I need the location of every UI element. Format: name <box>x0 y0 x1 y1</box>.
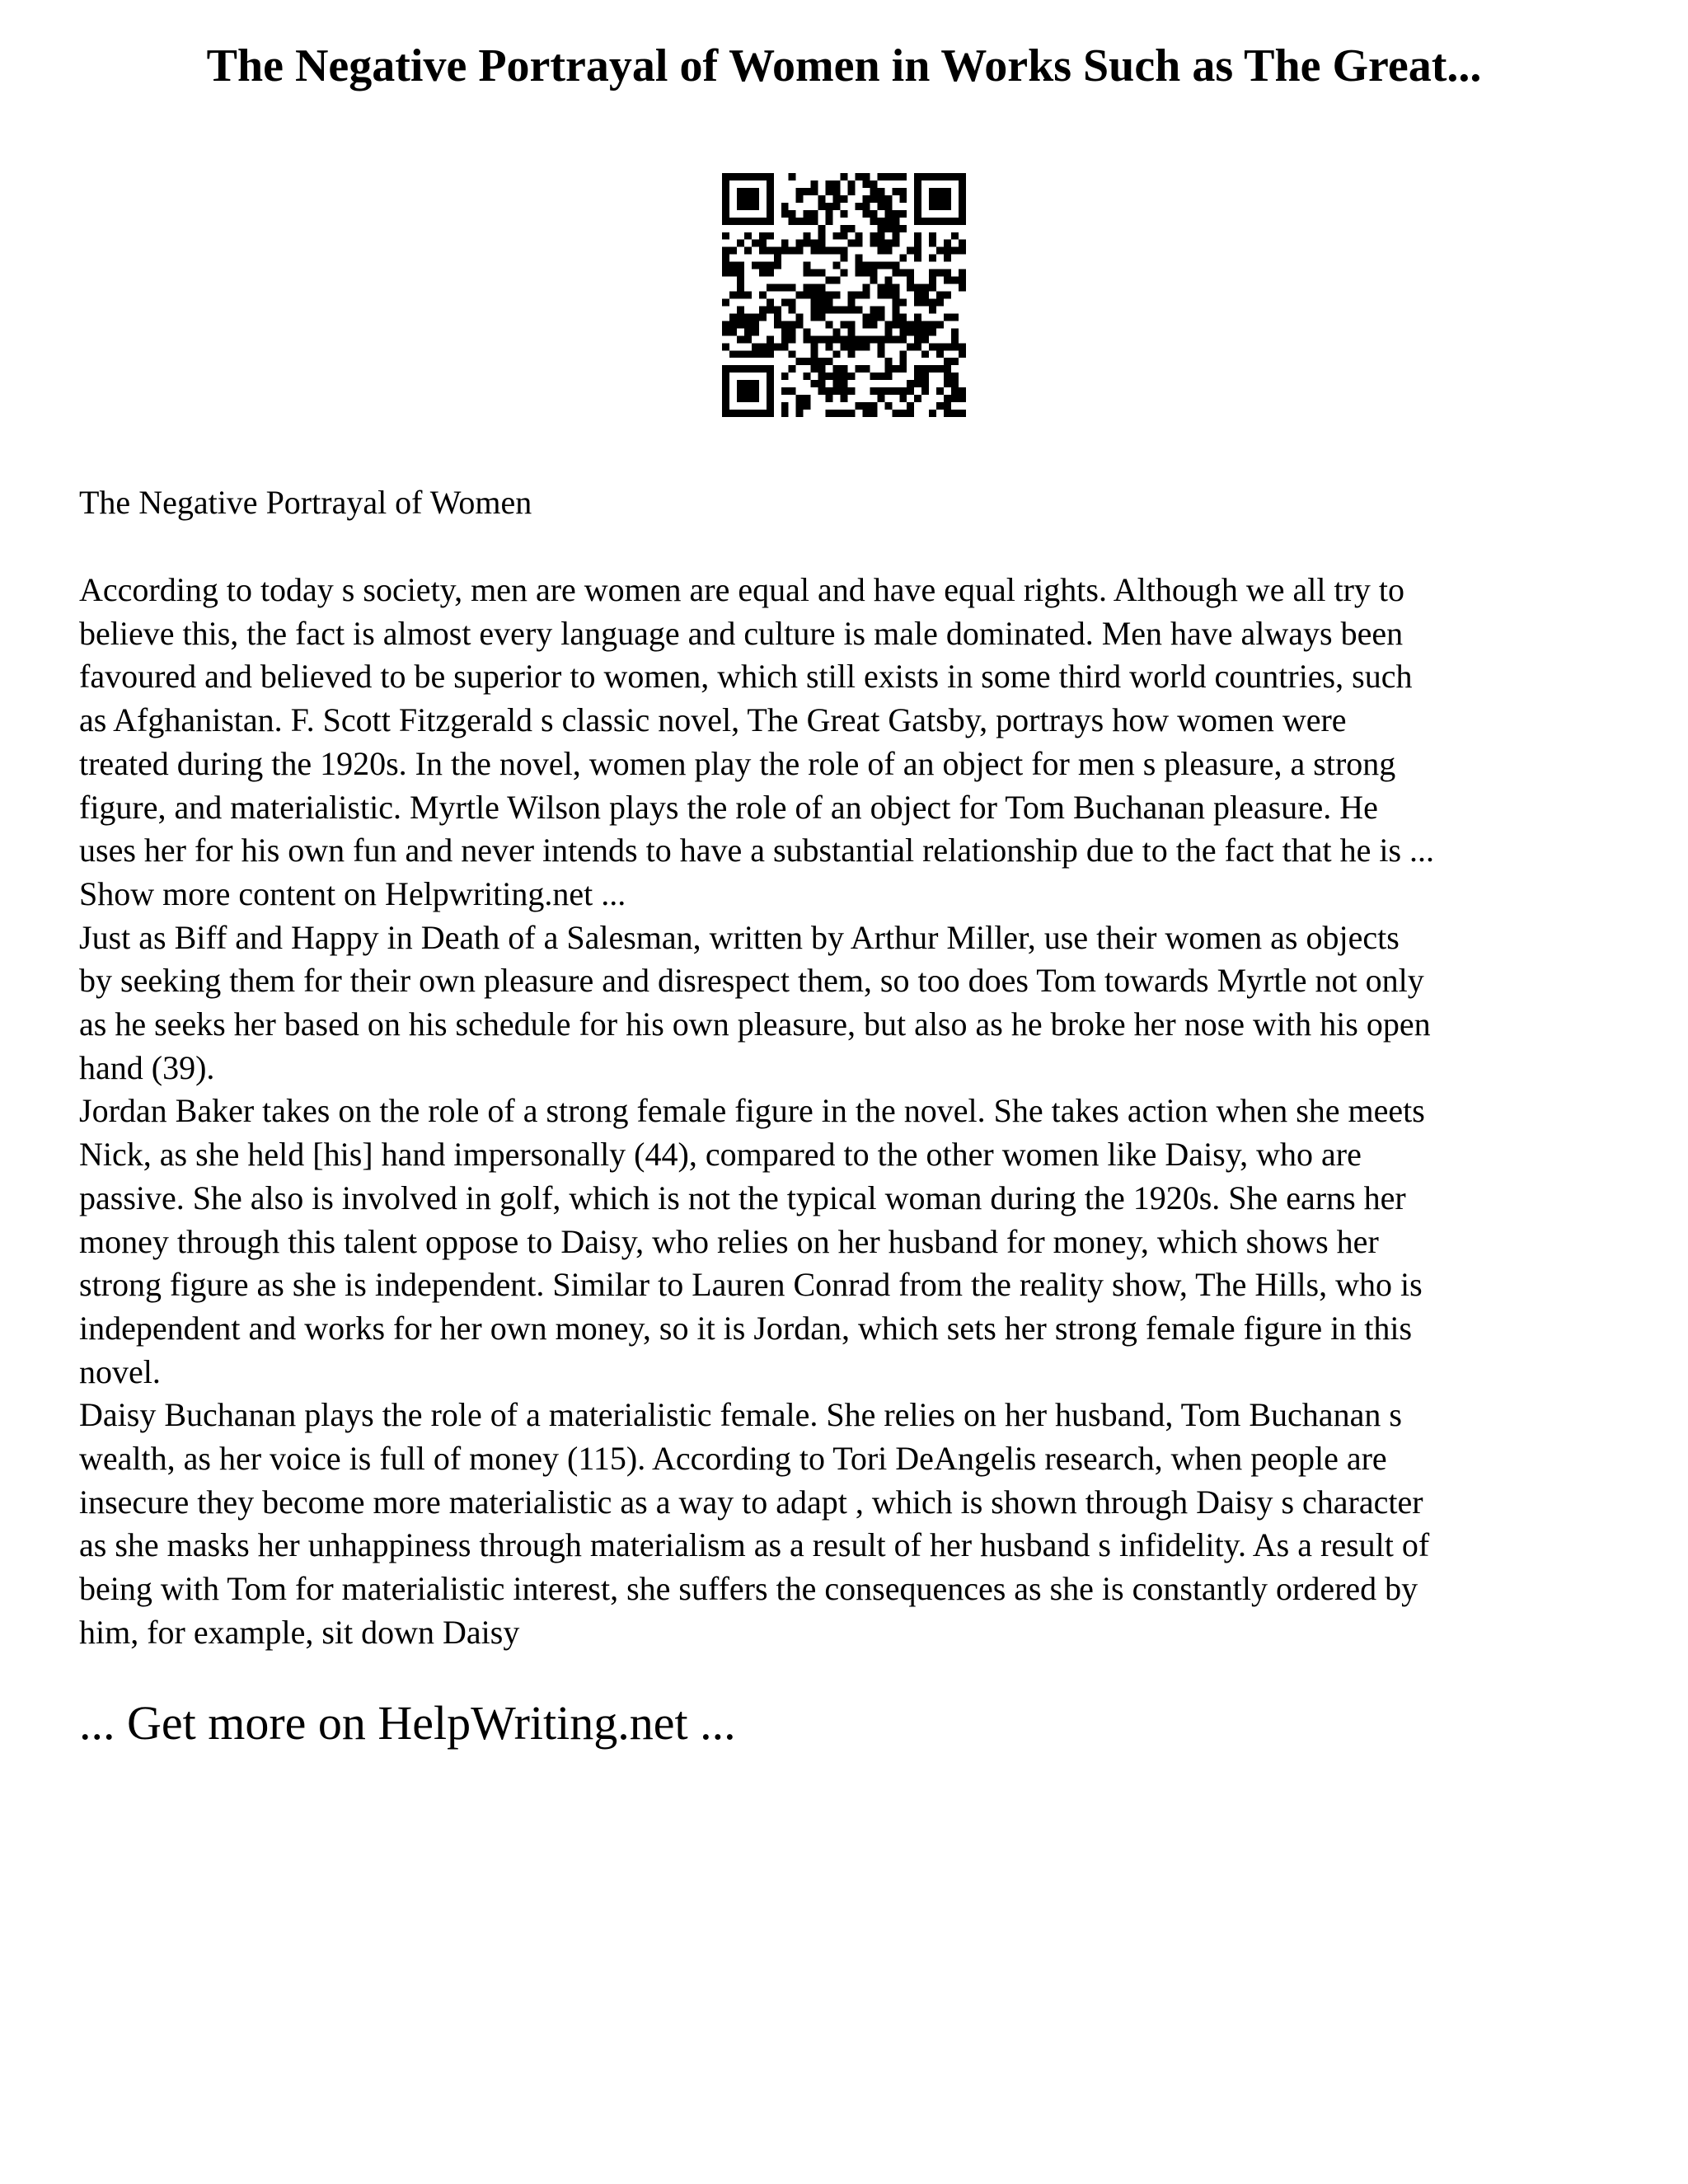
essay-line: by seeking them for their own pleasure and disrespect them, so too does Tom towards Myrtle not only <box>79 962 1424 1000</box>
essay-line: as she masks her unhappiness through materialism as a result of her husband s infidelity. As a result of <box>79 1526 1430 1564</box>
essay-line: passive. She also is involved in golf, which is not the typical woman during the 1920s. She earns her <box>79 1179 1406 1216</box>
essay-line: as Afghanistan. F. Scott Fitzgerald s classic novel, The Great Gatsby, portrays how women were <box>79 701 1347 739</box>
essay-line: uses her for his own fun and never intends to have a substantial relationship due to the fact that he is ... <box>79 832 1435 869</box>
essay-line: as he seeks her based on his schedule for his own pleasure, but also as he broke her nose with his open <box>79 1005 1431 1043</box>
essay-line: Nick, as she held [his] hand impersonally (44), compared to the other women like Daisy, who are <box>79 1136 1362 1174</box>
essay-line: According to today s society, men are women are equal and have equal rights. Although we all try to <box>79 571 1405 608</box>
get-more-link[interactable]: ... Get more on HelpWriting.net ... <box>79 1696 736 1750</box>
essay-line: being with Tom for materialistic interest, she suffers the consequences as she is constantly ordered by <box>79 1570 1418 1608</box>
show-more-link[interactable]: Show more content on Helpwriting.net ... <box>79 874 626 912</box>
essay-line: treated during the 1920s. In the novel, women play the role of an object for men s pleasure, a strong <box>79 744 1396 782</box>
qr-code-icon <box>722 173 966 417</box>
essay-body <box>79 569 1629 1655</box>
essay-line: figure, and materialistic. Myrtle Wilson plays the role of an object for Tom Buchanan pleasure. He <box>79 788 1378 826</box>
essay-line: hand (39). <box>79 1048 215 1086</box>
essay-line: money through this talent oppose to Daisy, who relies on her husband for money, which shows her <box>79 1222 1379 1260</box>
document-title: The Negative Portrayal of Women in Works Such as The Great... <box>206 40 1482 91</box>
essay-line: Jordan Baker takes on the role of a strong female figure in the novel. She takes action when she meets <box>79 1092 1425 1130</box>
essay-line: Just as Biff and Happy in Death of a Salesman, written by Arthur Miller, use their women as objects <box>79 918 1400 956</box>
section-heading: The Negative Portrayal of Women <box>79 484 532 521</box>
essay-line: independent and works for her own money, so it is Jordan, which sets her strong female figure in this <box>79 1309 1413 1347</box>
essay-line: novel. <box>79 1352 161 1390</box>
essay-line: insecure they become more materialistic as a way to adapt , which is shown through Daisy s character <box>79 1483 1423 1521</box>
essay-line: Daisy Buchanan plays the role of a materialistic female. She relies on her husband, Tom Buchanan s <box>79 1396 1402 1434</box>
essay-line: him, for example, sit down Daisy <box>79 1613 520 1651</box>
essay-line: believe this, the fact is almost every language and culture is male dominated. Men have always been <box>79 614 1404 652</box>
essay-line: strong figure as she is independent. Similar to Lauren Conrad from the reality show, The Hills, who is <box>79 1266 1423 1304</box>
essay-line: favoured and believed to be superior to women, which still exists in some third world countries, such <box>79 658 1413 696</box>
essay-line: wealth, as her voice is full of money (115). According to Tori DeAngelis research, when people are <box>79 1440 1387 1478</box>
